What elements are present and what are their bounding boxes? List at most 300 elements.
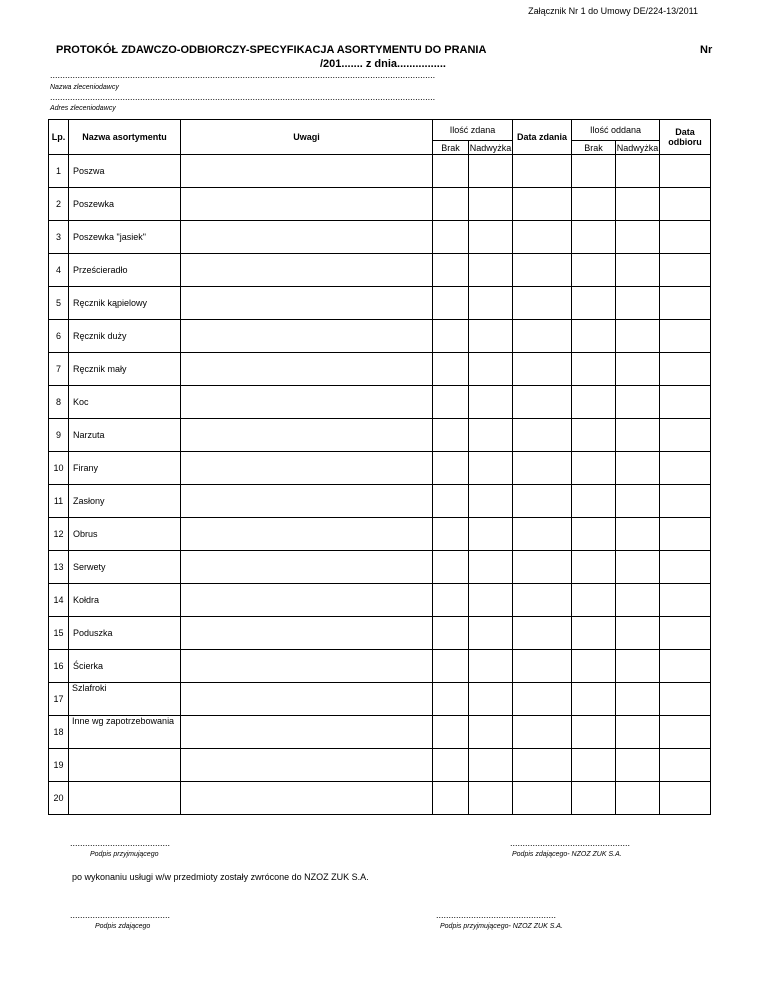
given-shortage-cell-lower[interactable]: [433, 569, 469, 584]
table-row: [49, 386, 711, 404]
returned-shortage-cell[interactable]: [572, 188, 616, 206]
returned-shortage-cell[interactable]: [572, 716, 616, 734]
date-given-cell[interactable]: [513, 584, 572, 617]
returned-surplus-cell-lower[interactable]: [616, 272, 660, 287]
table-row: [49, 650, 711, 668]
returned-surplus-cell[interactable]: [616, 452, 660, 470]
row-notes-cell[interactable]: [181, 782, 433, 815]
date-returned-cell[interactable]: [660, 782, 711, 815]
date-given-cell[interactable]: [513, 683, 572, 716]
row-item-name: Poszewka: [69, 188, 181, 221]
returned-shortage-cell[interactable]: [572, 221, 616, 239]
row-notes-cell[interactable]: [181, 485, 433, 518]
date-returned-cell[interactable]: [660, 518, 711, 551]
table-row: [49, 254, 711, 272]
given-surplus-cell-lower[interactable]: [469, 239, 513, 254]
row-number: 19: [49, 749, 69, 782]
given-surplus-cell[interactable]: [469, 287, 513, 305]
client-name-line[interactable]: ..........................................................................................................................................................: [50, 70, 436, 80]
returned-shortage-cell-lower[interactable]: [572, 239, 616, 254]
given-shortage-cell[interactable]: [433, 320, 469, 338]
given-surplus-cell-lower[interactable]: [469, 173, 513, 188]
returned-shortage-cell-lower[interactable]: [572, 338, 616, 353]
row-number: 13: [49, 551, 69, 584]
returned-shortage-cell-lower[interactable]: [572, 206, 616, 221]
date-given-cell[interactable]: [513, 320, 572, 353]
date-returned-cell[interactable]: [660, 386, 711, 419]
date-returned-cell[interactable]: [660, 650, 711, 683]
table-row: [49, 419, 711, 437]
row-number: 15: [49, 617, 69, 650]
given-shortage-cell[interactable]: [433, 419, 469, 437]
given-shortage-cell[interactable]: [433, 155, 469, 173]
row-notes-cell[interactable]: [181, 254, 433, 287]
returned-surplus-cell[interactable]: [616, 221, 660, 239]
header-returned-surplus: Nadwyżka: [616, 142, 659, 153]
returned-shortage-cell[interactable]: [572, 617, 616, 635]
row-item-name: Obrus: [69, 518, 181, 551]
returned-shortage-cell-lower[interactable]: [572, 437, 616, 452]
header-qty-given: Ilość zdana: [433, 120, 513, 141]
returned-surplus-cell-lower[interactable]: [616, 503, 660, 518]
date-given-cell[interactable]: [513, 452, 572, 485]
given-surplus-cell-lower[interactable]: [469, 437, 513, 452]
given-surplus-cell[interactable]: [469, 716, 513, 734]
date-returned-cell[interactable]: [660, 749, 711, 782]
given-surplus-cell[interactable]: [469, 188, 513, 206]
receiver-nzoz-signature-line[interactable]: ................................................: [436, 910, 557, 920]
row-item-name: Poszwa: [69, 155, 181, 188]
given-shortage-cell[interactable]: [433, 683, 469, 701]
given-surplus-cell[interactable]: [469, 386, 513, 404]
returned-surplus-cell-lower[interactable]: [616, 239, 660, 254]
given-surplus-cell-lower[interactable]: [469, 404, 513, 419]
given-shortage-cell[interactable]: [433, 650, 469, 668]
row-notes-cell[interactable]: [181, 287, 433, 320]
returned-shortage-cell-lower[interactable]: [572, 404, 616, 419]
row-notes-cell[interactable]: [181, 386, 433, 419]
header-given-shortage: Brak: [433, 141, 469, 155]
date-given-cell[interactable]: [513, 353, 572, 386]
returned-surplus-cell-lower[interactable]: [616, 701, 660, 716]
row-notes-cell[interactable]: [181, 650, 433, 683]
row-number: 2: [49, 188, 69, 221]
returned-surplus-cell-lower[interactable]: [616, 536, 660, 551]
date-returned-cell[interactable]: [660, 485, 711, 518]
date-given-cell[interactable]: [513, 254, 572, 287]
client-address-caption: Adres zleceniodawcy: [50, 105, 116, 112]
date-given-cell[interactable]: [513, 188, 572, 221]
header-assortment-name: Nazwa asortymentu: [69, 120, 181, 155]
table-header-row: [49, 120, 711, 141]
given-shortage-cell[interactable]: [433, 782, 469, 800]
returned-shortage-cell-lower[interactable]: [572, 734, 616, 749]
given-surplus-cell-lower[interactable]: [469, 569, 513, 584]
returned-shortage-cell[interactable]: [572, 386, 616, 404]
row-item-name: Narzuta: [69, 419, 181, 452]
given-shortage-cell-lower[interactable]: [433, 206, 469, 221]
returned-shortage-cell[interactable]: [572, 419, 616, 437]
row-number: 18: [49, 716, 69, 749]
given-surplus-cell-lower[interactable]: [469, 470, 513, 485]
returned-surplus-cell-lower[interactable]: [616, 668, 660, 683]
returned-shortage-cell-lower[interactable]: [572, 305, 616, 320]
given-shortage-cell[interactable]: [433, 254, 469, 272]
returned-surplus-cell[interactable]: [616, 254, 660, 272]
header-given-surplus: Nadwyżka: [469, 142, 512, 153]
date-returned-cell[interactable]: [660, 551, 711, 584]
date-given-cell[interactable]: [513, 287, 572, 320]
row-notes-cell[interactable]: [181, 320, 433, 353]
returned-shortage-cell[interactable]: [572, 551, 616, 569]
given-shortage-cell-lower[interactable]: [433, 437, 469, 452]
given-shortage-cell-lower[interactable]: [433, 470, 469, 485]
date-returned-cell[interactable]: [660, 188, 711, 221]
given-shortage-cell[interactable]: [433, 716, 469, 734]
given-shortage-cell[interactable]: [433, 749, 469, 767]
date-returned-cell[interactable]: [660, 155, 711, 188]
document-subtitle: /201....... z dnia................: [320, 58, 446, 70]
row-item-name: Firany: [69, 452, 181, 485]
given-surplus-cell-lower[interactable]: [469, 272, 513, 287]
given-surplus-cell-lower[interactable]: [469, 206, 513, 221]
given-surplus-cell-lower[interactable]: [469, 338, 513, 353]
given-shortage-cell-lower[interactable]: [433, 635, 469, 650]
header-lp: Lp.: [49, 120, 69, 155]
date-returned-cell[interactable]: [660, 320, 711, 353]
row-notes-cell[interactable]: [181, 551, 433, 584]
returned-surplus-cell-lower[interactable]: [616, 371, 660, 386]
row-number: 12: [49, 518, 69, 551]
given-surplus-cell[interactable]: [469, 551, 513, 569]
returned-shortage-cell[interactable]: [572, 584, 616, 602]
row-notes-cell[interactable]: [181, 716, 433, 749]
row-number: 5: [49, 287, 69, 320]
returned-shortage-cell-lower[interactable]: [572, 536, 616, 551]
table-row: [49, 518, 711, 536]
given-surplus-cell[interactable]: [469, 518, 513, 536]
date-given-cell[interactable]: [513, 782, 572, 815]
date-returned-cell[interactable]: [660, 452, 711, 485]
document-title: PROTOKÓŁ ZDAWCZO-ODBIORCZY-SPECYFIKACJA ASORTYMENTU DO PRANIA: [56, 44, 487, 56]
given-surplus-cell-lower[interactable]: [469, 602, 513, 617]
returned-shortage-cell[interactable]: [572, 254, 616, 272]
given-shortage-cell[interactable]: [433, 485, 469, 503]
table-row: [49, 716, 711, 734]
given-shortage-cell-lower[interactable]: [433, 239, 469, 254]
date-given-cell[interactable]: [513, 386, 572, 419]
given-surplus-cell[interactable]: [469, 683, 513, 701]
date-returned-cell[interactable]: [660, 617, 711, 650]
returned-shortage-cell-lower[interactable]: [572, 470, 616, 485]
row-item-name: Ścierka: [69, 650, 181, 683]
given-shortage-cell[interactable]: [433, 386, 469, 404]
table-row: [49, 485, 711, 503]
given-shortage-cell[interactable]: [433, 188, 469, 206]
row-number: 4: [49, 254, 69, 287]
row-number: 3: [49, 221, 69, 254]
returned-shortage-cell-lower[interactable]: [572, 173, 616, 188]
table-row: [49, 584, 711, 602]
given-surplus-cell[interactable]: [469, 419, 513, 437]
client-name-caption: Nazwa zleceniodawcy: [50, 84, 119, 91]
table-row: [49, 617, 711, 635]
given-shortage-cell[interactable]: [433, 551, 469, 569]
given-surplus-cell-lower[interactable]: [469, 701, 513, 716]
returned-surplus-cell[interactable]: [616, 551, 660, 569]
date-given-cell[interactable]: [513, 716, 572, 749]
returned-shortage-cell[interactable]: [572, 155, 616, 173]
returned-shortage-cell[interactable]: [572, 320, 616, 338]
table-row: [49, 221, 711, 239]
returned-shortage-cell-lower[interactable]: [572, 668, 616, 683]
given-shortage-cell-lower[interactable]: [433, 701, 469, 716]
returned-shortage-cell[interactable]: [572, 518, 616, 536]
row-notes-cell[interactable]: [181, 221, 433, 254]
row-item-name: Ręcznik duży: [69, 320, 181, 353]
given-shortage-cell-lower[interactable]: [433, 800, 469, 815]
returned-surplus-cell-lower[interactable]: [616, 437, 660, 452]
returned-shortage-cell-lower[interactable]: [572, 503, 616, 518]
returned-shortage-cell[interactable]: [572, 353, 616, 371]
given-shortage-cell-lower[interactable]: [433, 371, 469, 386]
client-address-line[interactable]: ..........................................................................................................................................................: [50, 92, 436, 102]
given-shortage-cell-lower[interactable]: [433, 272, 469, 287]
given-shortage-cell-lower[interactable]: [433, 338, 469, 353]
returned-shortage-cell-lower[interactable]: [572, 800, 616, 815]
row-item-name: [69, 749, 181, 782]
returned-surplus-cell-lower[interactable]: [616, 470, 660, 485]
receiver-nzoz-signature-caption: Podpis przyjmującego- NZOZ ZUK S.A.: [440, 923, 563, 930]
document-number-label: Nr: [700, 44, 713, 56]
returned-surplus-cell-lower[interactable]: [616, 734, 660, 749]
returned-surplus-cell[interactable]: [616, 353, 660, 371]
given-shortage-cell[interactable]: [433, 452, 469, 470]
given-surplus-cell[interactable]: [469, 155, 513, 173]
row-notes-cell[interactable]: [181, 584, 433, 617]
date-returned-cell[interactable]: [660, 287, 711, 320]
receiver-signature-line[interactable]: ........................................: [70, 838, 171, 848]
row-item-name: Serwety: [69, 551, 181, 584]
date-returned-cell[interactable]: [660, 683, 711, 716]
table-row: [49, 452, 711, 470]
returned-surplus-cell[interactable]: [616, 650, 660, 668]
returned-shortage-cell-lower[interactable]: [572, 635, 616, 650]
date-given-cell[interactable]: [513, 221, 572, 254]
giver-nzoz-signature-line[interactable]: ................................................: [510, 838, 631, 848]
given-shortage-cell-lower[interactable]: [433, 536, 469, 551]
row-number: 7: [49, 353, 69, 386]
date-returned-cell[interactable]: [660, 221, 711, 254]
given-shortage-cell[interactable]: [433, 617, 469, 635]
row-sub-label: Inne wg zapotrzebowania: [69, 716, 181, 749]
returned-shortage-cell[interactable]: [572, 650, 616, 668]
row-item-name: Zasłony: [69, 485, 181, 518]
row-number: 14: [49, 584, 69, 617]
given-shortage-cell-lower[interactable]: [433, 305, 469, 320]
row-notes-cell[interactable]: [181, 683, 433, 716]
row-notes-cell[interactable]: [181, 353, 433, 386]
row-number: 10: [49, 452, 69, 485]
header-notes: Uwagi: [181, 120, 433, 155]
returned-surplus-cell[interactable]: [616, 188, 660, 206]
given-surplus-cell-lower[interactable]: [469, 635, 513, 650]
returned-surplus-cell[interactable]: [616, 419, 660, 437]
given-surplus-cell[interactable]: [469, 650, 513, 668]
giver-nzoz-signature-caption: Podpis zdającego- NZOZ ZUK S.A.: [512, 851, 622, 858]
table-row: [49, 551, 711, 569]
given-surplus-cell-lower[interactable]: [469, 371, 513, 386]
giver-signature-caption: Podpis zdającego: [95, 923, 151, 930]
given-surplus-cell[interactable]: [469, 584, 513, 602]
row-notes-cell[interactable]: [181, 518, 433, 551]
date-returned-cell[interactable]: [660, 353, 711, 386]
returned-surplus-cell[interactable]: [616, 749, 660, 767]
given-surplus-cell[interactable]: [469, 221, 513, 239]
returned-surplus-cell-lower[interactable]: [616, 173, 660, 188]
returned-surplus-cell-lower[interactable]: [616, 602, 660, 617]
given-surplus-cell-lower[interactable]: [469, 767, 513, 782]
row-item-name: Poduszka: [69, 617, 181, 650]
returned-shortage-cell-lower[interactable]: [572, 701, 616, 716]
returned-shortage-cell-lower[interactable]: [572, 272, 616, 287]
given-surplus-cell-lower[interactable]: [469, 668, 513, 683]
given-shortage-cell-lower[interactable]: [433, 668, 469, 683]
row-item-name: Poszewka "jasiek": [69, 221, 181, 254]
receiver-signature-caption: Podpis przyjmującego: [90, 851, 159, 858]
given-surplus-cell[interactable]: [469, 254, 513, 272]
table-row: [49, 188, 711, 206]
giver-signature-line[interactable]: ........................................: [70, 910, 171, 920]
row-notes-cell[interactable]: [181, 188, 433, 221]
returned-surplus-cell[interactable]: [616, 683, 660, 701]
row-sub-label: Szlafroki: [69, 683, 181, 716]
returned-surplus-cell[interactable]: [616, 320, 660, 338]
row-notes-cell[interactable]: [181, 419, 433, 452]
date-given-cell[interactable]: [513, 617, 572, 650]
row-number: 16: [49, 650, 69, 683]
row-item-name: Ręcznik mały: [69, 353, 181, 386]
returned-shortage-cell[interactable]: [572, 287, 616, 305]
given-surplus-cell-lower[interactable]: [469, 503, 513, 518]
date-returned-cell[interactable]: [660, 419, 711, 452]
returned-surplus-cell[interactable]: [616, 287, 660, 305]
returned-shortage-cell[interactable]: [572, 782, 616, 800]
given-surplus-cell-lower[interactable]: [469, 305, 513, 320]
row-number: 1: [49, 155, 69, 188]
given-surplus-cell[interactable]: [469, 320, 513, 338]
returned-surplus-cell-lower[interactable]: [616, 305, 660, 320]
row-notes-cell[interactable]: [181, 617, 433, 650]
row-number: 9: [49, 419, 69, 452]
returned-shortage-cell[interactable]: [572, 485, 616, 503]
returned-surplus-cell[interactable]: [616, 386, 660, 404]
given-shortage-cell-lower[interactable]: [433, 602, 469, 617]
given-shortage-cell[interactable]: [433, 287, 469, 305]
row-notes-cell[interactable]: [181, 749, 433, 782]
given-shortage-cell[interactable]: [433, 518, 469, 536]
row-number: 17: [49, 683, 69, 716]
date-given-cell[interactable]: [513, 155, 572, 188]
row-number: 8: [49, 386, 69, 419]
returned-surplus-cell-lower[interactable]: [616, 206, 660, 221]
returned-surplus-cell-lower[interactable]: [616, 767, 660, 782]
given-surplus-cell[interactable]: [469, 353, 513, 371]
given-surplus-cell[interactable]: [469, 485, 513, 503]
table-row: [49, 155, 711, 173]
given-shortage-cell-lower[interactable]: [433, 404, 469, 419]
returned-surplus-cell-lower[interactable]: [616, 338, 660, 353]
returned-shortage-cell-lower[interactable]: [572, 767, 616, 782]
row-notes-cell[interactable]: [181, 452, 433, 485]
given-shortage-cell-lower[interactable]: [433, 734, 469, 749]
returned-shortage-cell[interactable]: [572, 683, 616, 701]
returned-surplus-cell-lower[interactable]: [616, 800, 660, 815]
given-surplus-cell[interactable]: [469, 749, 513, 767]
given-surplus-cell[interactable]: [469, 617, 513, 635]
returned-surplus-cell[interactable]: [616, 782, 660, 800]
returned-surplus-cell[interactable]: [616, 617, 660, 635]
date-given-cell[interactable]: [513, 551, 572, 584]
given-shortage-cell[interactable]: [433, 584, 469, 602]
returned-shortage-cell-lower[interactable]: [572, 602, 616, 617]
date-given-cell[interactable]: [513, 485, 572, 518]
returned-shortage-cell-lower[interactable]: [572, 371, 616, 386]
assortment-table: [48, 119, 711, 815]
given-surplus-cell-lower[interactable]: [469, 800, 513, 815]
given-shortage-cell-lower[interactable]: [433, 173, 469, 188]
returned-surplus-cell-lower[interactable]: [616, 635, 660, 650]
returned-surplus-cell[interactable]: [616, 155, 660, 173]
row-notes-cell[interactable]: [181, 155, 433, 188]
given-shortage-cell[interactable]: [433, 221, 469, 239]
returned-shortage-cell[interactable]: [572, 452, 616, 470]
given-surplus-cell[interactable]: [469, 452, 513, 470]
returned-shortage-cell[interactable]: [572, 749, 616, 767]
date-returned-cell[interactable]: [660, 584, 711, 617]
given-shortage-cell-lower[interactable]: [433, 767, 469, 782]
returned-surplus-cell-lower[interactable]: [616, 404, 660, 419]
given-surplus-cell[interactable]: [469, 782, 513, 800]
given-shortage-cell-lower[interactable]: [433, 503, 469, 518]
given-surplus-cell-lower[interactable]: [469, 536, 513, 551]
date-given-cell[interactable]: [513, 650, 572, 683]
row-item-name: Kołdra: [69, 584, 181, 617]
row-item-name: [69, 782, 181, 815]
date-returned-cell[interactable]: [660, 254, 711, 287]
return-note: po wykonaniu usługi w/w przedmioty zostały zwrócone do NZOZ ZUK S.A.: [72, 872, 369, 882]
table-row: [49, 782, 711, 800]
header-qty-returned: Ilość oddana: [572, 120, 660, 141]
header-date-given: Data zdania: [513, 120, 572, 155]
returned-shortage-cell-lower[interactable]: [572, 569, 616, 584]
row-item-name: Prześcieradło: [69, 254, 181, 287]
returned-surplus-cell[interactable]: [616, 716, 660, 734]
date-returned-cell[interactable]: [660, 716, 711, 749]
date-given-cell[interactable]: [513, 518, 572, 551]
returned-surplus-cell[interactable]: [616, 485, 660, 503]
given-surplus-cell-lower[interactable]: [469, 734, 513, 749]
row-number: 11: [49, 485, 69, 518]
returned-surplus-cell[interactable]: [616, 584, 660, 602]
returned-surplus-cell-lower[interactable]: [616, 569, 660, 584]
table-row: [49, 287, 711, 305]
header-date-returned: Data odbioru: [660, 120, 711, 155]
date-given-cell[interactable]: [513, 419, 572, 452]
given-shortage-cell[interactable]: [433, 353, 469, 371]
date-given-cell[interactable]: [513, 749, 572, 782]
returned-surplus-cell[interactable]: [616, 518, 660, 536]
